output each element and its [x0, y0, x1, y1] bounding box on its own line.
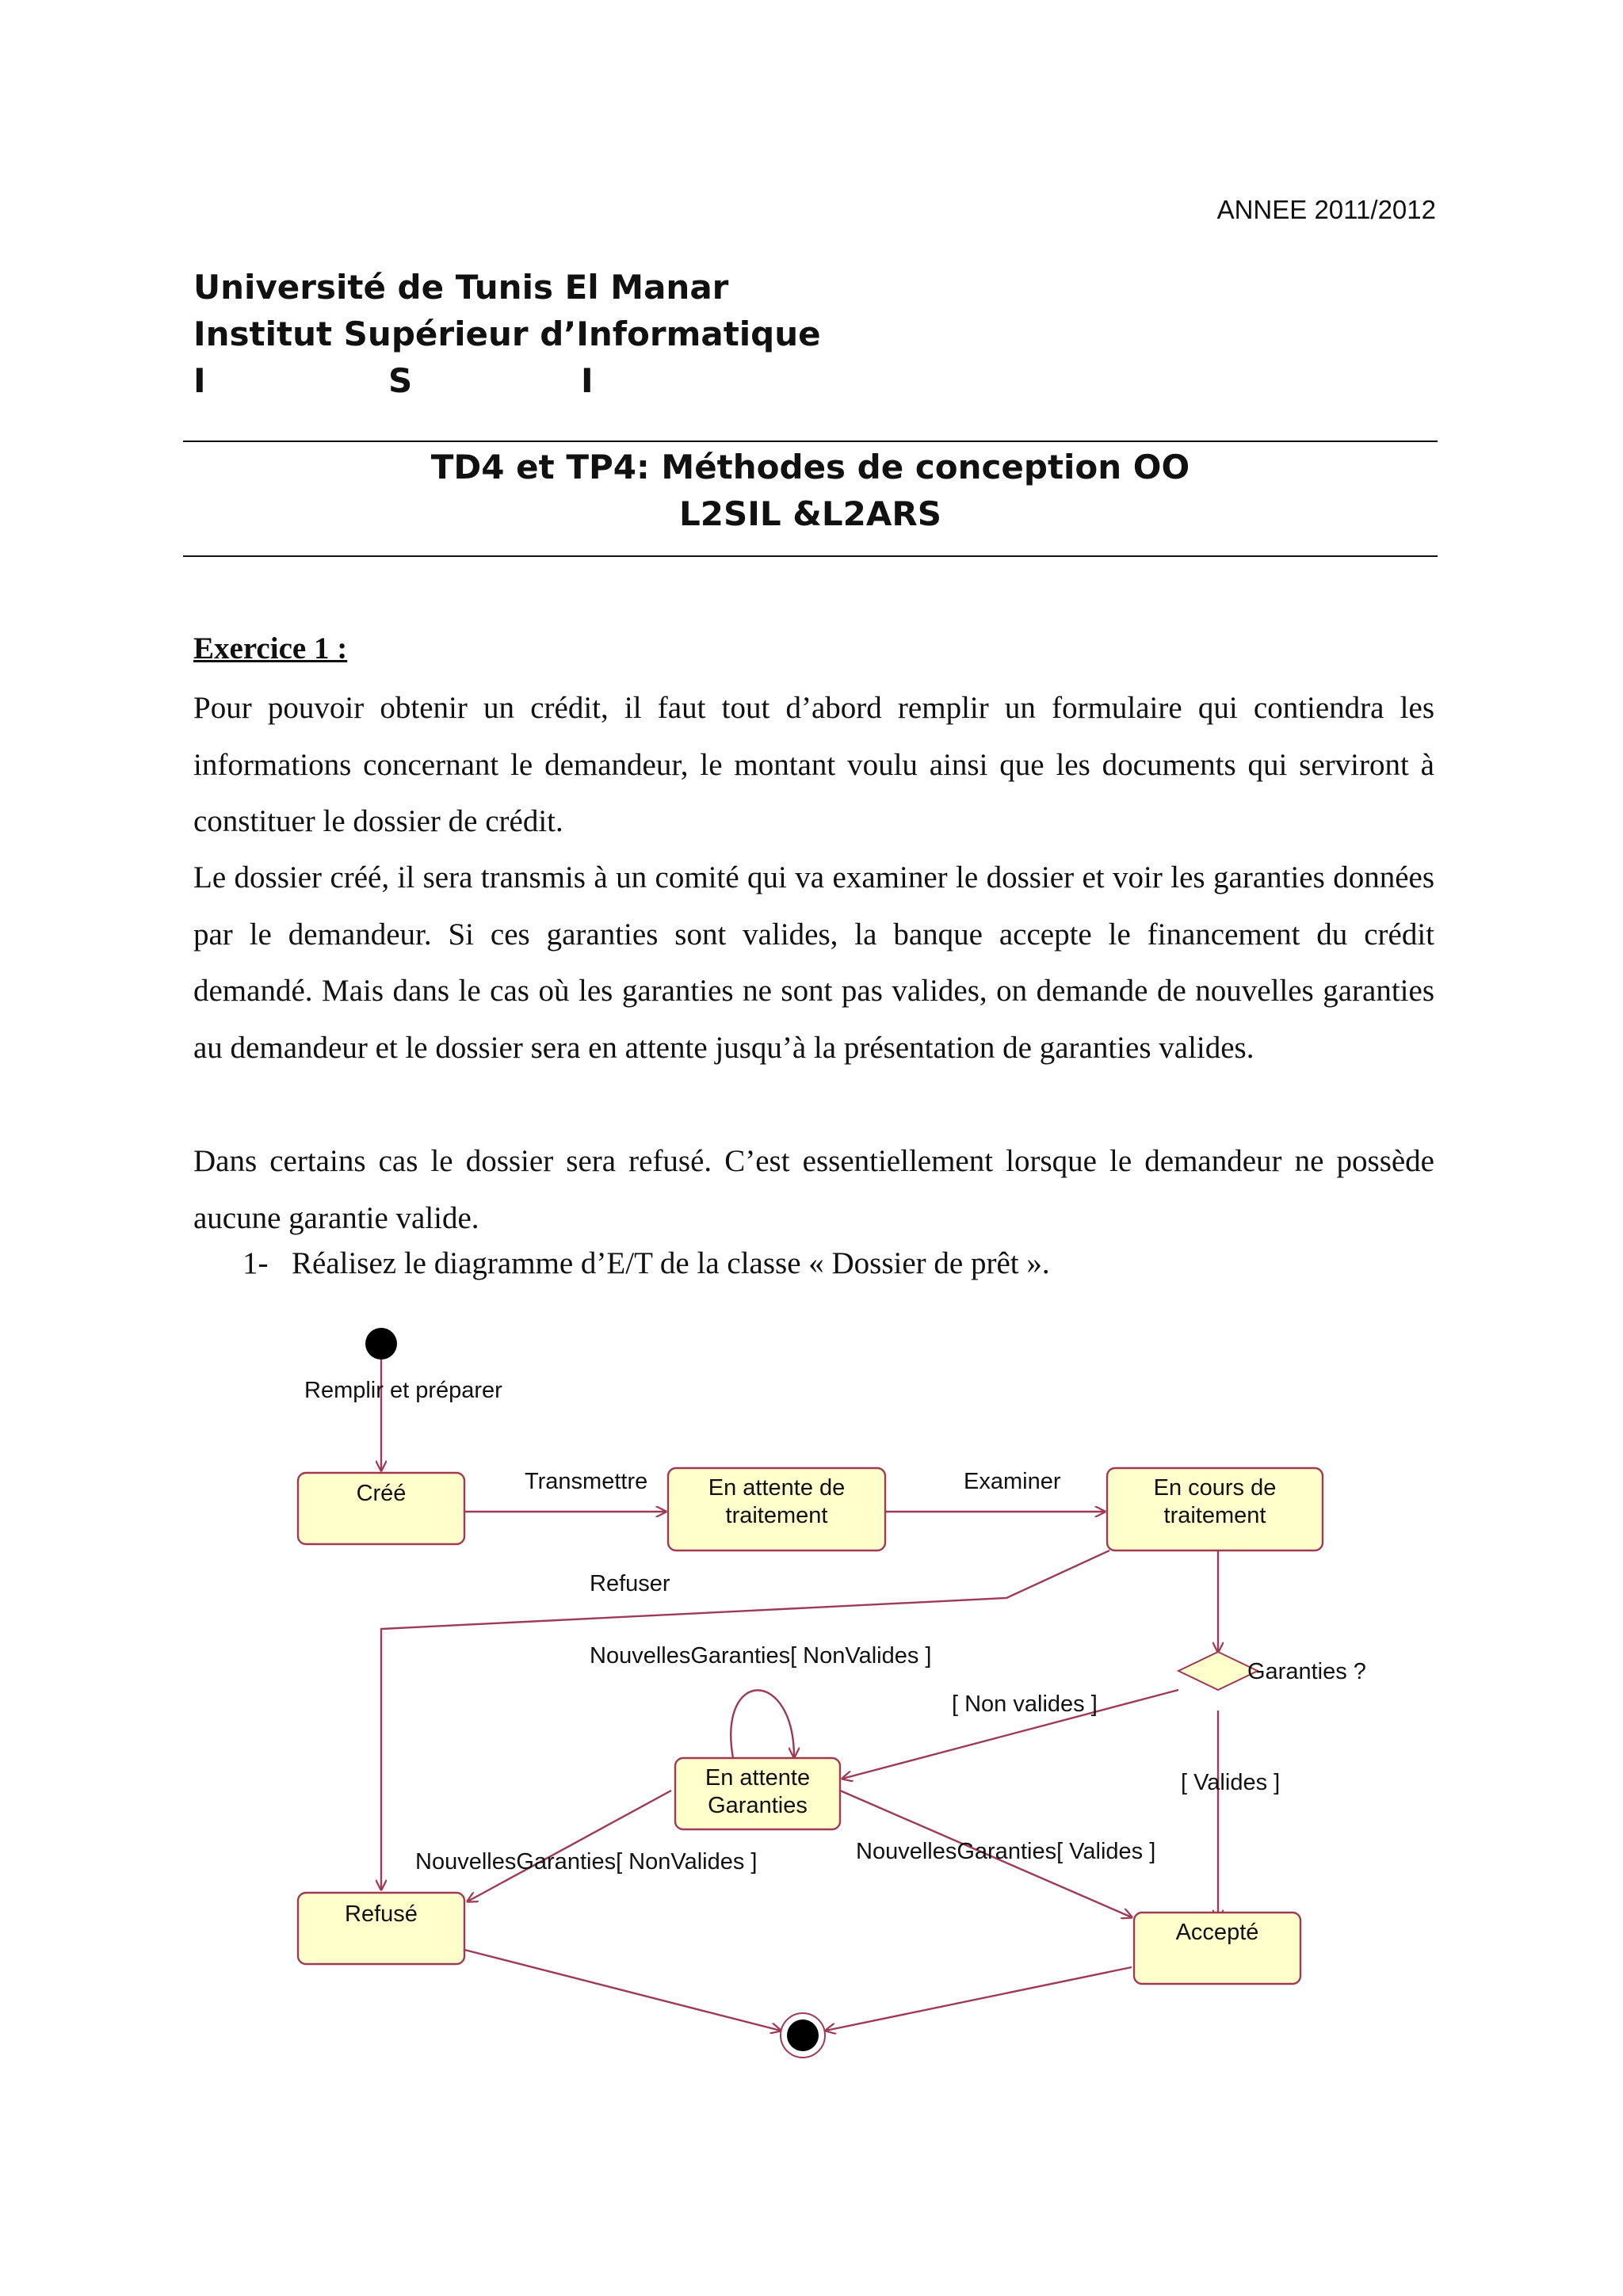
year-label: ANNEE 2011/2012 [1216, 195, 1436, 224]
acronym-letter-1: I [193, 361, 206, 400]
transition-refuse-to-final [464, 1950, 781, 2031]
acronym-letter-3: I [581, 361, 594, 400]
document-subtitle: L2SIL &L2ARS [679, 494, 941, 533]
state-en-cours-line2: traitement [1163, 1503, 1266, 1528]
state-attente-garanties-line1: En attente [705, 1765, 811, 1791]
institute-name: Institut Supérieur d’Informatique [193, 315, 821, 353]
transition-accepte-to-final [826, 1967, 1132, 2031]
state-attente-traitement-line2: traitement [725, 1503, 828, 1528]
acronym-letter-2: S [388, 361, 413, 400]
document-title: TD4 et TP4: Méthodes de conception OO [430, 448, 1190, 486]
label-decision: Garanties ? [1247, 1659, 1366, 1684]
label-non-valides: [ Non valides ] [952, 1691, 1098, 1717]
transition-to-refuse [468, 1791, 671, 1901]
initial-state [365, 1328, 397, 1360]
label-to-refuse: NouvellesGaranties[ NonValides ] [415, 1849, 758, 1875]
state-cree: Créé [356, 1481, 407, 1506]
exercise-heading: Exercice 1 : [193, 631, 348, 666]
decision-diamond [1178, 1652, 1258, 1690]
state-diagram [285, 1307, 1450, 2100]
state-en-cours-line1: En cours de [1153, 1475, 1277, 1501]
label-transmettre: Transmettre [525, 1469, 648, 1494]
state-accepte: Accepté [1175, 1920, 1259, 1945]
transition-self-loop [731, 1690, 794, 1758]
bottom-divider [183, 555, 1438, 557]
exercise-paragraph-2: Le dossier créé, il sera transmis à un comité qui va examiner le dossier et voir les garanties données par le demandeur. Si ces garanties sont valides, la banque accepte le financement du crédit demandé. Mais dans le cas où les garanties ne sont pas valides, on demande de nouvelles garanties au demandeur et le dossier sera en attente jusqu’à la présentation de garanties valides. [193, 860, 1434, 1065]
question-1 [242, 1245, 1050, 1281]
state-attente-garanties-line2: Garanties [708, 1793, 808, 1818]
question-number: 1- [242, 1246, 269, 1280]
question-text: Réalisez le diagramme d’E/T de la classe « Dossier de prêt ». [292, 1246, 1050, 1280]
state-refuse: Refusé [345, 1901, 418, 1927]
label-examiner: Examiner [964, 1469, 1061, 1494]
top-divider [183, 441, 1438, 442]
label-valides: [ Valides ] [1181, 1770, 1281, 1795]
exercise-paragraph-3: Dans certains cas le dossier sera refusé. C’est essentiellement lorsque le demandeur ne possède aucune garantie valide. [193, 1144, 1434, 1235]
university-name: Université de Tunis El Manar [193, 268, 729, 307]
exercise-paragraph-1: Pour pouvoir obtenir un crédit, il faut tout d’abord remplir un formulaire qui contiendra les informations concernant le demandeur, le montant voulu ainsi que les documents qui serviront à constituer le dossier de crédit. [193, 691, 1434, 838]
label-refuser: Refuser [590, 1571, 670, 1596]
label-self-loop: NouvellesGaranties[ NonValides ] [590, 1643, 932, 1669]
label-to-accepte: NouvellesGaranties[ Valides ] [856, 1839, 1156, 1864]
label-remplir: Remplir et préparer [304, 1378, 502, 1403]
final-state [781, 2013, 825, 2058]
state-attente-traitement-line1: En attente de [708, 1475, 846, 1501]
